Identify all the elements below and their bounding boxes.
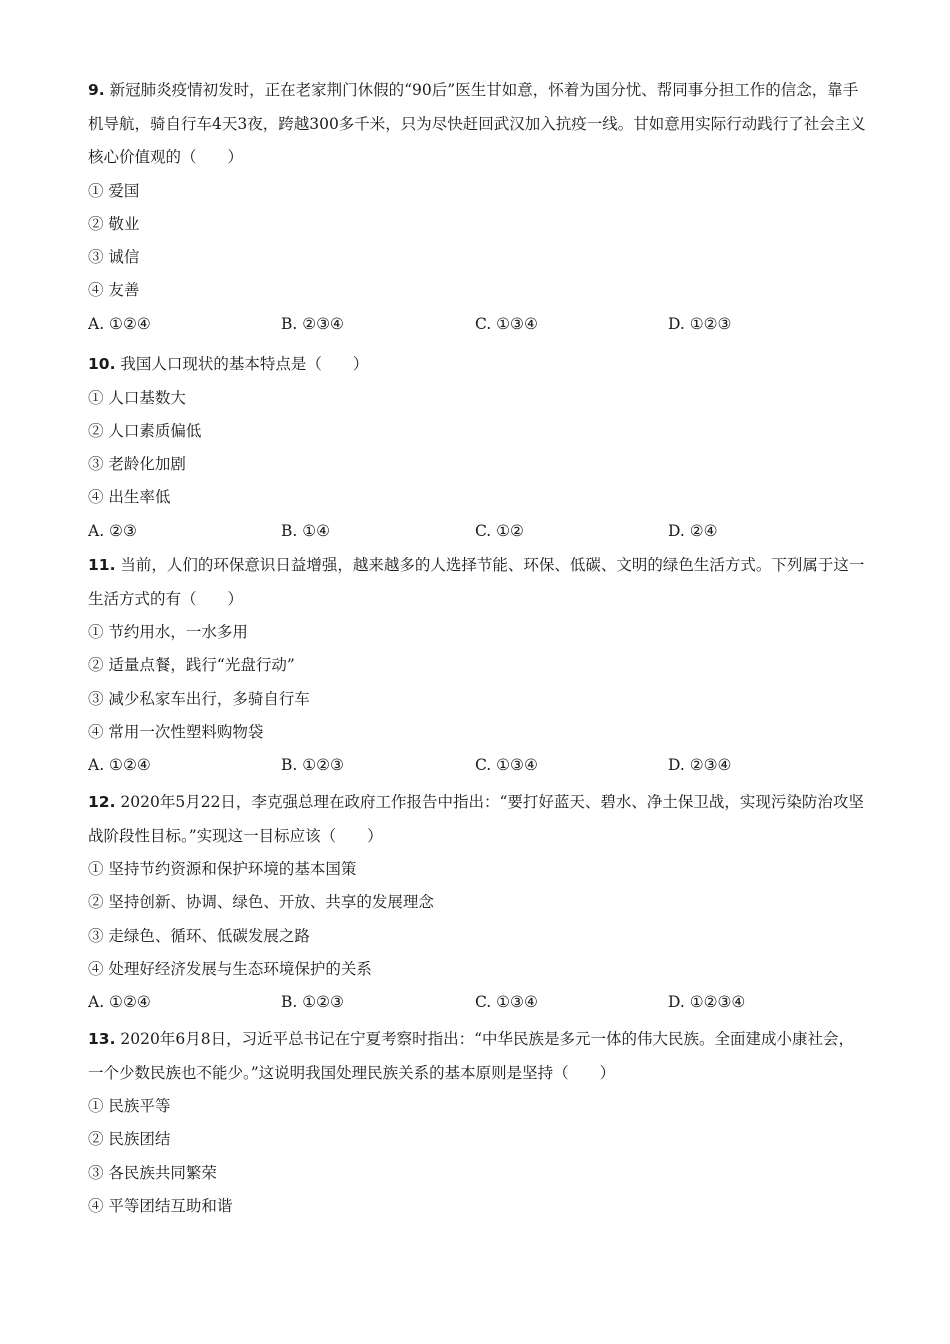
choice-c[interactable]: C. ①③④ bbox=[475, 993, 538, 1012]
statement-item: ② 民族团结 bbox=[88, 1130, 171, 1149]
statement-item: ② 坚持创新、协调、绿色、开放、共享的发展理念 bbox=[88, 893, 434, 912]
choice-c[interactable]: C. ①② bbox=[475, 521, 524, 540]
answer-choices bbox=[88, 749, 868, 782]
statement-item: ① 爱国 bbox=[88, 181, 140, 200]
statement-item: ③ 诚信 bbox=[88, 248, 140, 267]
statement-item: ③ 老龄化加剧 bbox=[88, 455, 186, 474]
statement-item: ① 坚持节约资源和保护环境的基本国策 bbox=[88, 860, 357, 878]
answer-choices bbox=[88, 308, 868, 341]
choice-c[interactable]: C. ①③④ bbox=[475, 314, 538, 333]
statement-item: ② 人口素质偏低 bbox=[88, 421, 202, 440]
question-number: 9. bbox=[88, 81, 105, 99]
question-text: 我国人口现状的基本特点是（ ） bbox=[120, 355, 369, 373]
question-text: 2020年5月22日，李克强总理在政府工作报告中指出：“要打好蓝天、碧水、净土保卫战，实现污染防治攻坚战阶段性目标。”实现这一目标应该（ ） bbox=[88, 793, 864, 845]
question-number: 10. bbox=[88, 355, 116, 373]
choice-d[interactable]: D. ①②③④ bbox=[668, 993, 746, 1012]
answer-choices bbox=[88, 515, 868, 548]
statement-item: ③ 减少私家车出行，多骑自行车 bbox=[88, 689, 310, 708]
statement-item: ④ 出生率低 bbox=[88, 488, 171, 507]
choice-a[interactable]: A. ①②④ bbox=[88, 993, 151, 1012]
choice-a[interactable]: A. ②③ bbox=[88, 521, 137, 540]
question-10 bbox=[88, 348, 868, 548]
choice-b[interactable]: B. ①②③ bbox=[281, 993, 344, 1012]
choice-b[interactable]: B. ①④ bbox=[281, 521, 331, 540]
question-stem bbox=[88, 348, 868, 382]
question-text: 2020年6月8日，习近平总书记在宁夏考察时指出：“中华民族是多元一体的伟大民族。全面建成小康社会，一个少数民族也不能少。”这说明我国处理民族关系的基本原则是坚持（ ） bbox=[88, 1030, 855, 1082]
choice-d[interactable]: D. ②④ bbox=[668, 521, 718, 540]
question-9 bbox=[88, 74, 868, 341]
statement-item: ② 敬业 bbox=[88, 214, 140, 233]
question-13 bbox=[88, 1023, 868, 1223]
choice-a[interactable]: A. ①②④ bbox=[88, 756, 151, 775]
choice-d[interactable]: D. ①②③ bbox=[668, 314, 732, 333]
statement-item: ④ 平等团结互助和谐 bbox=[88, 1196, 233, 1215]
statement-item: ④ 处理好经济发展与生态环境保护的关系 bbox=[88, 959, 372, 978]
statement-item: ④ 友善 bbox=[88, 281, 140, 300]
question-number: 11. bbox=[88, 556, 116, 574]
question-stem bbox=[88, 549, 868, 616]
question-text: 当前，人们的环保意识日益增强，越来越多的人选择节能、环保、低碳、文明的绿色生活方式。下列属于这一生活方式的有（ ） bbox=[88, 556, 865, 608]
statement-item: ③ 走绿色、循环、低碳发展之路 bbox=[88, 926, 310, 945]
choice-b[interactable]: B. ①②③ bbox=[281, 756, 344, 775]
question-11 bbox=[88, 549, 868, 782]
statement-item: ④ 常用一次性塑料购物袋 bbox=[88, 722, 264, 741]
statement-item: ② 适量点餐，践行“光盘行动” bbox=[88, 656, 295, 675]
choice-a[interactable]: A. ①②④ bbox=[88, 314, 151, 333]
statement-item: ① 民族平等 bbox=[88, 1097, 171, 1115]
answer-choices bbox=[88, 986, 868, 1019]
statement-item: ① 人口基数大 bbox=[88, 388, 186, 407]
choice-b[interactable]: B. ②③④ bbox=[281, 314, 344, 333]
question-12 bbox=[88, 786, 868, 1019]
choice-c[interactable]: C. ①③④ bbox=[475, 756, 538, 775]
question-stem bbox=[88, 786, 868, 853]
question-number: 12. bbox=[88, 793, 116, 811]
statement-item: ① 节约用水，一水多用 bbox=[88, 623, 248, 641]
question-text: 新冠肺炎疫情初发时，正在老家荆门休假的“90后”医生甘如意，怀着为国分忧、帮同事分担工作的信念，靠手机导航，骑自行车4天3夜，跨越300多千米，只为尽快赶回武汉加入抗疫一线。甘如意用实际行动践行了社会主义核心价值观的（ ） bbox=[88, 81, 866, 166]
question-stem bbox=[88, 1023, 868, 1090]
statement-item: ③ 各民族共同繁荣 bbox=[88, 1163, 217, 1182]
question-number: 13. bbox=[88, 1030, 116, 1048]
question-stem bbox=[88, 74, 868, 175]
choice-d[interactable]: D. ②③④ bbox=[668, 756, 732, 775]
